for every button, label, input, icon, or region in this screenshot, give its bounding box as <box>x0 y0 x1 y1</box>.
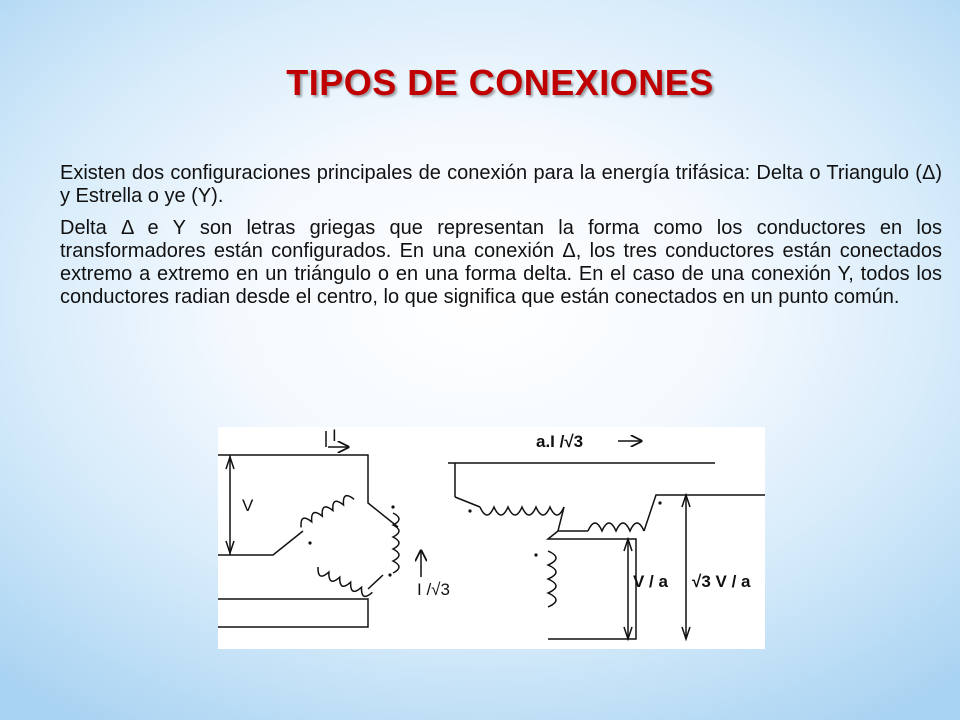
wye-line-voltage-label: √3 V / a <box>692 572 751 591</box>
wye-coil-left <box>480 507 564 515</box>
wye-phase-voltage-label: V / a <box>633 572 668 591</box>
slide-body <box>60 162 942 318</box>
wye-left-to-center <box>558 507 564 531</box>
wye-right-lead <box>644 495 765 531</box>
wye-coil-bottom <box>548 551 556 607</box>
delta-connection <box>218 431 421 627</box>
delta-top-conductor <box>218 455 398 527</box>
connection-diagram-svg <box>218 427 765 649</box>
delta-coil-bottom <box>315 567 372 599</box>
wye-connection <box>448 441 765 639</box>
wye-current-label: a.I /√3 <box>536 432 584 451</box>
paragraph-intro: Existen dos configuraciones principales de conexión para la energía trifásica: Delta o Triangulo (Δ) y Estrella o ye (Y). <box>60 162 942 207</box>
connection-diagram <box>218 427 765 649</box>
delta-bottom-link <box>368 575 383 589</box>
slide-title: TIPOS DE CONEXIONES <box>286 62 714 103</box>
paragraph-explanation: Delta Δ e Y son letras griegas que representan la forma como los conductores en los transformadores están configurados. En una conexión Δ, los tres conductores están conectados extremo a extremo en un triángulo o en una forma delta. En el caso de una conexión Y, todos los conductores radian desde el centro, lo que significa que están conectados en un punto común. <box>60 217 942 308</box>
delta-coil-current-label: I /√3 <box>417 580 450 599</box>
wye-coil-right <box>588 523 644 531</box>
wye-center-node <box>548 531 636 639</box>
delta-coil-top <box>298 493 354 527</box>
wye-left-link <box>455 497 480 507</box>
delta-current-label: I <box>332 427 337 445</box>
delta-coil-right <box>393 513 399 573</box>
delta-bottom-conductor <box>218 599 368 627</box>
delta-voltage-label: V <box>242 496 254 515</box>
